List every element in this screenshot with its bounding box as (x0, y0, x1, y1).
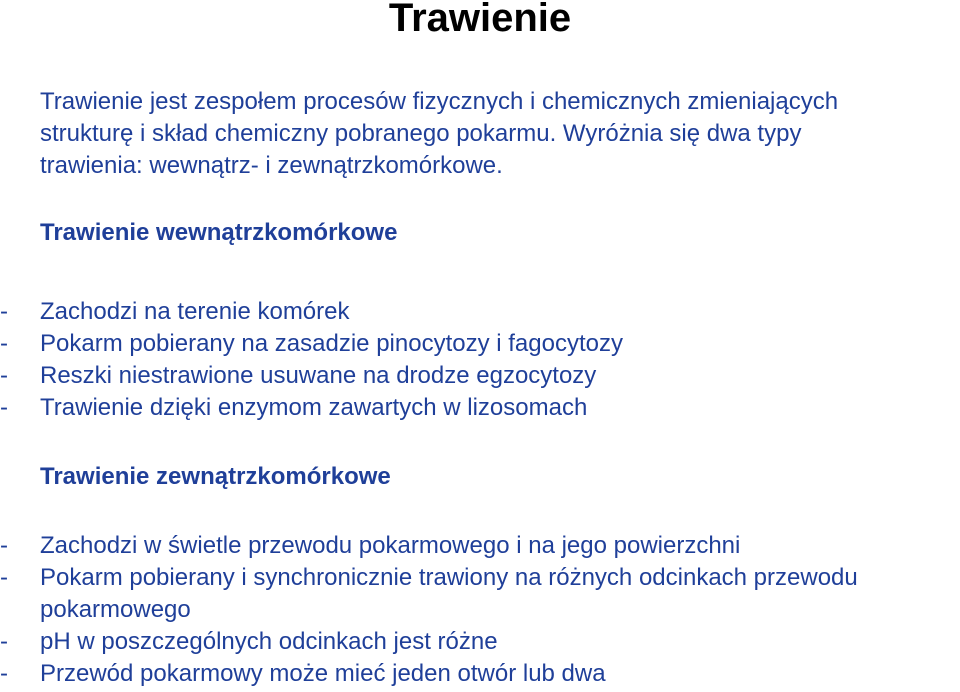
bullet-dash: - (0, 362, 8, 389)
list-item-continuation: pokarmowego (40, 596, 191, 623)
bullet-dash: - (0, 532, 8, 559)
extracellular-heading: Trawienie zewnątrzkomórkowe (40, 463, 391, 490)
list-item (0, 658, 960, 690)
bullet-dash: - (0, 564, 8, 591)
list-item-text: Pokarm pobierany i synchronicznie trawiony na różnych odcinkach przewodu (40, 564, 858, 591)
list-item-text: Zachodzi na terenie komórek (40, 298, 350, 325)
list-item (0, 360, 960, 392)
list-item-text: pH w poszczególnych odcinkach jest różne (40, 628, 498, 655)
intro-line-2: strukturę i skład chemiczny pobranego pokarmu. Wyróżnia się dwa typy (40, 120, 802, 147)
list-item-text: Zachodzi w świetle przewodu pokarmowego i na jego powierzchni (40, 532, 741, 559)
list-item-text: Trawienie dzięki enzymom zawartych w lizosomach (40, 394, 588, 421)
list-item (0, 328, 960, 360)
list-item-text: Przewód pokarmowy może mieć jeden otwór lub dwa (40, 660, 606, 687)
bullet-dash: - (0, 628, 8, 655)
bullet-dash: - (0, 660, 8, 687)
slide-title: Trawienie (388, 0, 572, 40)
list-item (0, 296, 960, 328)
list-item (0, 530, 960, 562)
bullet-dash: - (0, 330, 8, 357)
list-item-text: Reszki niestrawione usuwane na drodze egzocytozy (40, 362, 597, 389)
list-item (0, 392, 960, 424)
bullet-dash: - (0, 394, 8, 421)
intracellular-list (0, 296, 960, 424)
extracellular-list (0, 530, 960, 690)
list-item-text: Pokarm pobierany na zasadzie pinocytozy i fagocytozy (40, 330, 623, 357)
intro-line-3: trawienia: wewnątrz- i zewnątrzkomórkowe. (40, 152, 503, 179)
list-item (0, 626, 960, 658)
intro-line-1: Trawienie jest zespołem procesów fizycznych i chemicznych zmieniających (40, 88, 839, 115)
intro-paragraph (40, 86, 940, 182)
intracellular-heading: Trawienie wewnątrzkomórkowe (40, 219, 398, 246)
list-item (0, 562, 960, 626)
bullet-dash: - (0, 298, 8, 325)
